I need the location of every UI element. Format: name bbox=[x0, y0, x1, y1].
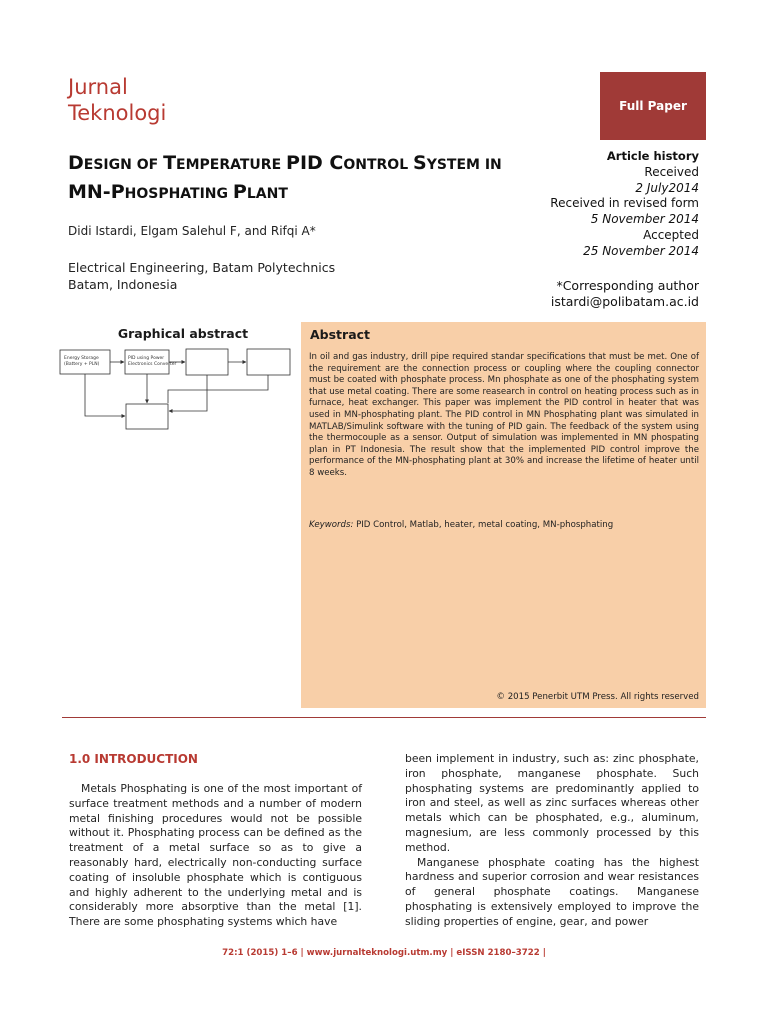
block-diagram bbox=[58, 345, 298, 435]
affiliation-line1: Electrical Engineering, Batam Polytechnics bbox=[68, 260, 336, 275]
pid-converter-sublabel: Electronics Converter bbox=[128, 362, 177, 367]
section-divider bbox=[62, 717, 706, 718]
title-part: T bbox=[163, 152, 177, 174]
corresponding-label: *Corresponding author bbox=[556, 278, 699, 293]
abstract-text: In oil and gas industry, drill pipe required standar specifications that must be met. One of the requirement are the connection process or coupling where the coupling connector must be coated with phosphate process. Mn phosphate as one of the phosphating system that use metal coating. There are some reasearch in control on heating process such as in furnace, heat exchanger. This paper was implement the PID control in heater that was used in MN-phosphating plant. The PID control in MN Phosphating plant was simulated in MATLAB/Simulink software with the tuning of PID gain. The feedback of the system using the thermocouple as a sensor. Output of simulation was implemented in MN phospating plan in PT Indonesia. The result show that the implemented PID control improve the performance of the MN-phosphating plant at 30% and increase the lifetime of heater until 8 weeks. bbox=[309, 352, 699, 478]
intro-paragraph-2: Manganese phosphate coating has the highest hardness and superior corrosion and wear resistances of general phosphate coatings. Manganese phosphating is extensively employed to improve the sliding properties of engine, gear, and power bbox=[405, 855, 699, 928]
title-part: LANT bbox=[246, 186, 288, 202]
keywords-list: PID Control, Matlab, heater, metal coating, MN-phosphating bbox=[353, 520, 614, 530]
accepted-label: Accepted bbox=[643, 227, 699, 242]
title-part: MN-P bbox=[68, 181, 125, 203]
accepted-date: 25 November 2014 bbox=[583, 243, 699, 258]
introduction-heading: 1.0 INTRODUCTION bbox=[69, 752, 198, 766]
affiliation-line2: Batam, Indonesia bbox=[68, 277, 178, 292]
title-part: EMPERATURE bbox=[176, 157, 287, 173]
controller-block bbox=[126, 404, 168, 429]
plant-block bbox=[247, 349, 290, 375]
title-part: P bbox=[232, 181, 247, 203]
title-line2 bbox=[68, 179, 538, 208]
received-date: 2 July2014 bbox=[635, 180, 699, 195]
revised-label: Received in revised form bbox=[550, 196, 699, 211]
body-column-right bbox=[405, 752, 699, 930]
received-label: Received bbox=[644, 164, 699, 179]
intro-paragraph-1: Metals Phosphating is one of the most important of surface treatment methods and a number of modern metal finishing procedures would not be possible without it. Phosphating process can be defined as the treatment of a metal surface so as to give a reasonably hard, electrically non-conducting surface coating of insoluble phosphate which is contiguous and highly adherent to the underlying metal and is considerably more absorptive than the metal [1]. There are some phosphating systems which have bbox=[69, 782, 362, 929]
feedback-heater-to-controller bbox=[169, 375, 207, 411]
energy-storage-label: Energy Storage bbox=[64, 356, 99, 361]
keywords bbox=[309, 520, 699, 530]
abstract-heading: Abstract bbox=[310, 327, 371, 342]
title-part: D bbox=[68, 152, 84, 174]
page-footer: 72:1 (2015) 1–6 | www.jurnalteknologi.utm.my | eISSN 2180–3722 | bbox=[222, 948, 546, 958]
feedback-plant-to-controller bbox=[168, 375, 268, 403]
journal-name-line1: Jurnal bbox=[68, 75, 128, 99]
title-line1 bbox=[68, 150, 538, 179]
corresponding-author bbox=[470, 278, 699, 310]
title-part: S bbox=[413, 152, 427, 174]
intro-paragraph-1-continued: been implement in industry, such as: zinc phosphate, iron phosphate, manganese phosphate. Such phosphating systems are predominantly applied to iron and steel, as well as zinc surfaces whereas other metals which can be phosphated, e.g., aluminum, magnesium, are less commonly processed by this method. bbox=[405, 752, 699, 854]
paper-title bbox=[68, 150, 538, 208]
article-history bbox=[470, 149, 699, 260]
pid-converter-label: PID using Power bbox=[128, 356, 165, 361]
body-column-left bbox=[69, 782, 362, 930]
title-part: YSTEM IN bbox=[426, 157, 502, 173]
authors: Didi Istardi, Elgam Salehul F, and Rifqi A* bbox=[68, 224, 316, 238]
energy-storage-sublabel: (Battery + PLN) bbox=[64, 362, 100, 367]
journal-name-line2: Teknologi bbox=[68, 101, 167, 125]
title-part: HOSPHATING bbox=[124, 186, 233, 202]
title-part: PID C bbox=[286, 152, 344, 174]
affiliation bbox=[68, 259, 335, 293]
heater-block bbox=[186, 349, 228, 375]
corresponding-email[interactable]: istardi@polibatam.ac.id bbox=[550, 294, 699, 309]
title-part: ESIGN OF bbox=[83, 157, 164, 173]
copyright: © 2015 Penerbit UTM Press. All rights reserved bbox=[496, 692, 699, 702]
title-part: ONTROL bbox=[343, 157, 413, 173]
full-paper-banner: Full Paper bbox=[600, 72, 706, 140]
journal-name bbox=[68, 74, 166, 126]
keywords-label: Keywords: bbox=[309, 520, 354, 530]
feedback-storage-to-controller bbox=[85, 374, 125, 416]
graphical-abstract-heading: Graphical abstract bbox=[117, 326, 249, 341]
revised-date: 5 November 2014 bbox=[590, 212, 699, 227]
article-history-heading: Article history bbox=[606, 149, 699, 163]
